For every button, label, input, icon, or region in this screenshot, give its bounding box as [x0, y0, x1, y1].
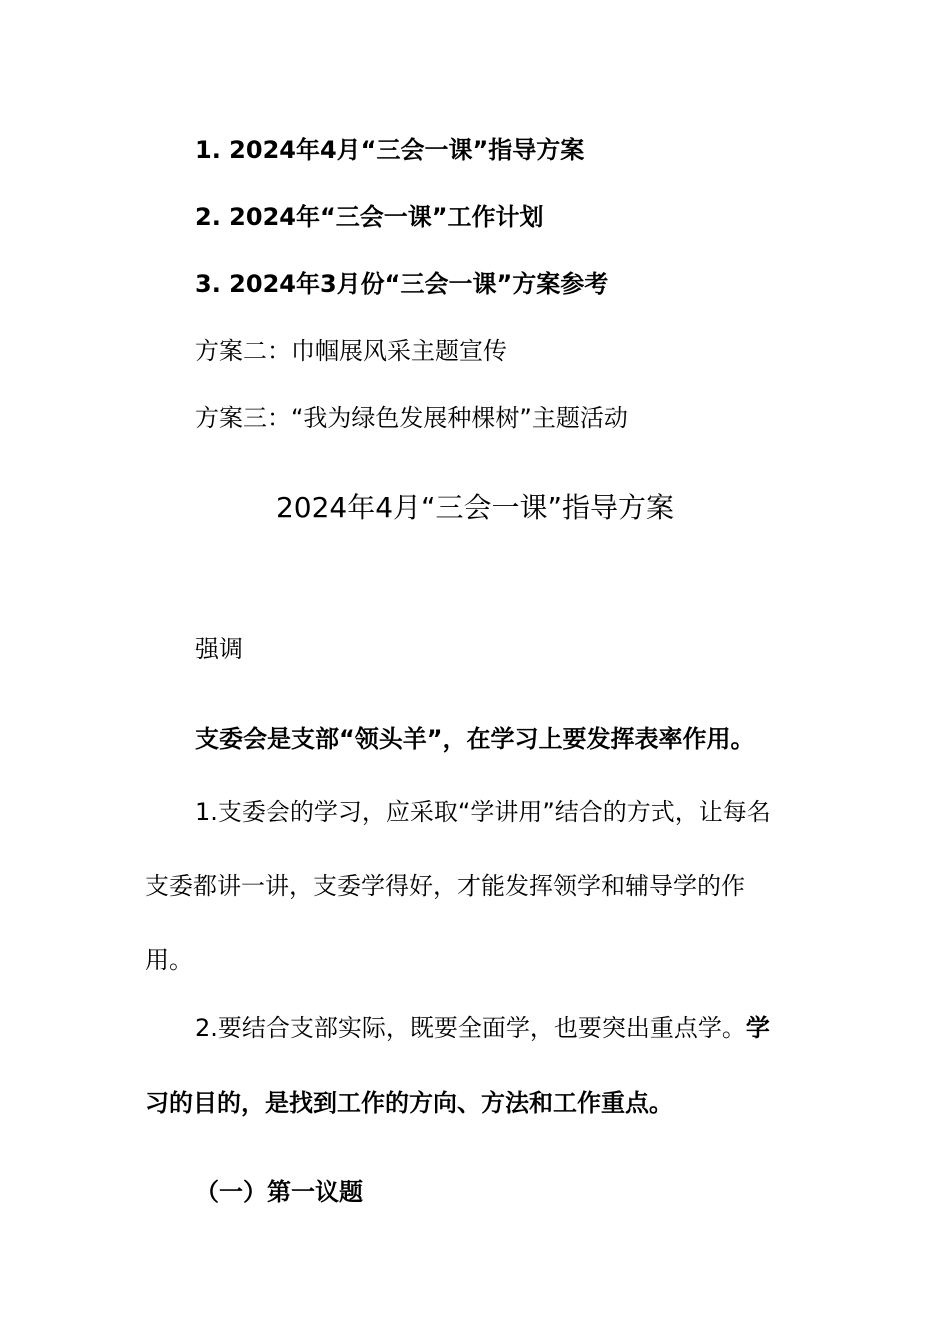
intro-statement: 支委会是支部“领头羊”，在学习上要发挥表率作用。	[195, 725, 755, 753]
paragraph-1-line-2: 支委都讲一讲，支委学得好，才能发挥领学和辅导学的作	[145, 872, 745, 900]
emphasis-label: 强调	[195, 635, 243, 663]
paragraph-2-line-2: 习的目的，是找到工作的方向、方法和工作重点。	[145, 1089, 673, 1117]
paragraph-2-text: 2.要结合支部实际，既要全面学，也要突出重点学。	[195, 1014, 746, 1042]
document-title: 2024年4月“三会一课”指导方案	[275, 491, 675, 524]
toc-item-3: 3. 2024年3月份“三会一课”方案参考	[195, 270, 609, 298]
paragraph-2-line-1	[195, 1012, 770, 1044]
toc-item-5: 方案三：“我为绿色发展种棵树”主题活动	[195, 404, 628, 432]
toc-item-2: 2. 2024年“三会一课”工作计划	[195, 203, 544, 231]
paragraph-2-bold-start: 学	[745, 1014, 770, 1042]
section-heading-1: （一）第一议题	[195, 1178, 363, 1206]
toc-item-4: 方案二：巾帼展风采主题宣传	[195, 337, 507, 365]
paragraph-1-line-3: 用。	[145, 946, 193, 974]
toc-item-1: 1. 2024年4月“三会一课”指导方案	[195, 136, 585, 164]
paragraph-1-line-1: 1.支委会的学习，应采取“学讲用”结合的方式，让每名	[195, 798, 771, 826]
